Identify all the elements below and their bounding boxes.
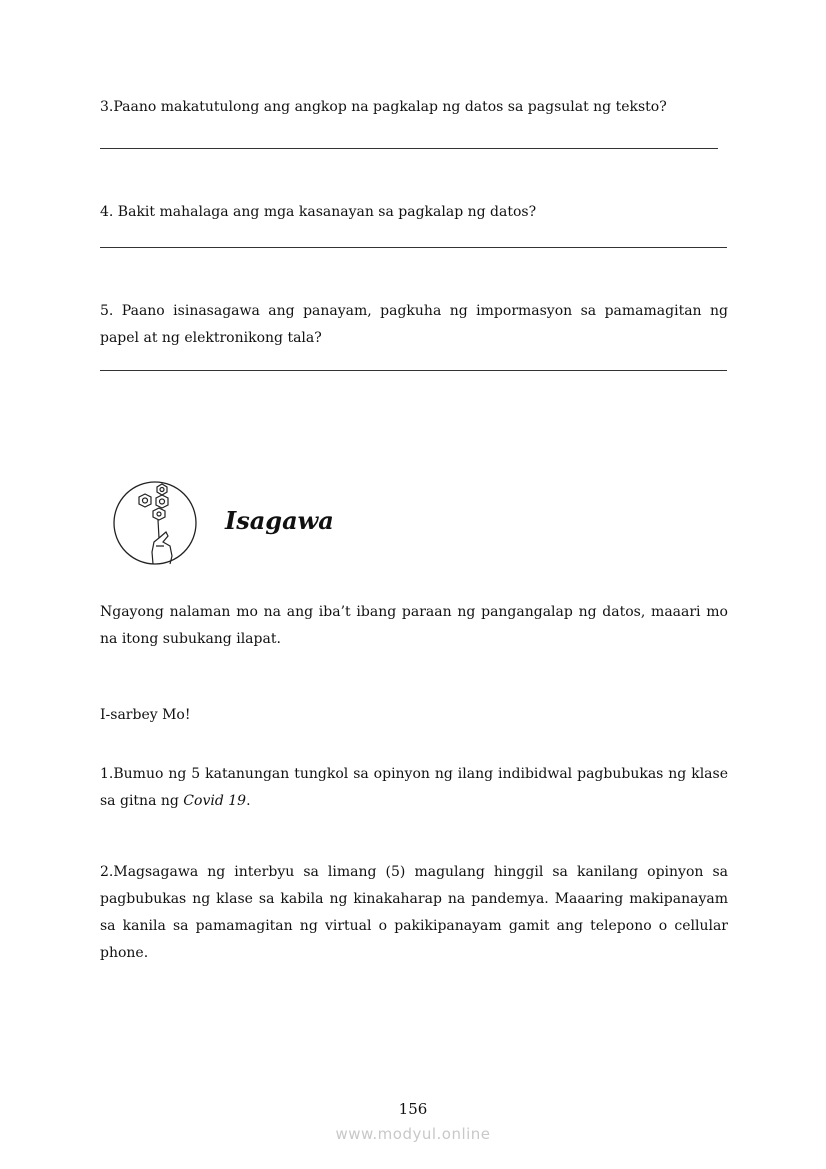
item-1-text: 1.Bumuo ng 5 katanungan tungkol sa opinyon ng ilang indibidwal pagbubukas ng klase sa gitna ng (100, 766, 728, 809)
answer-line-3 (100, 148, 718, 149)
page-number: 156 (398, 1100, 428, 1118)
section-title: Isagawa (225, 506, 334, 535)
activity-item-1 (100, 761, 728, 815)
item-1-end: . (246, 793, 251, 809)
intro-paragraph: Ngayong nalaman mo na ang iba’t ibang paraan ng pangangalap ng datos, maaari mo na itong subukang ilapat. (100, 604, 728, 647)
watermark: www.modyul.online (335, 1125, 491, 1143)
activity-item-2: 2.Magsagawa ng interbyu sa limang (5) magulang hinggil sa kanilang opinyon sa pagbubukas ng klase sa kabila ng kinakaharap na pandemya. Maaaring makipanayam sa kanila sa pamamagitan ng virtual o pakikipanayam gamit ang telepono o cellular phone. (100, 864, 728, 961)
question-4: 4. Bakit mahalaga ang mga kasanayan sa pagkalap ng datos? (100, 204, 537, 220)
question-3: 3.Paano makatutulong ang angkop na pagkalap ng datos sa pagsulat ng teksto? (100, 99, 667, 115)
answer-line-5 (100, 370, 727, 371)
hand-with-gears-icon (112, 480, 198, 566)
answer-line-4 (100, 247, 727, 248)
question-5: 5. Paano isinasagawa ang panayam, pagkuha ng impormasyon sa pamamagitan ng papel at ng elektronikong tala? (100, 303, 728, 346)
activity-subtitle: I-sarbey Mo! (100, 707, 191, 723)
item-1-italic: Covid 19 (183, 793, 247, 809)
